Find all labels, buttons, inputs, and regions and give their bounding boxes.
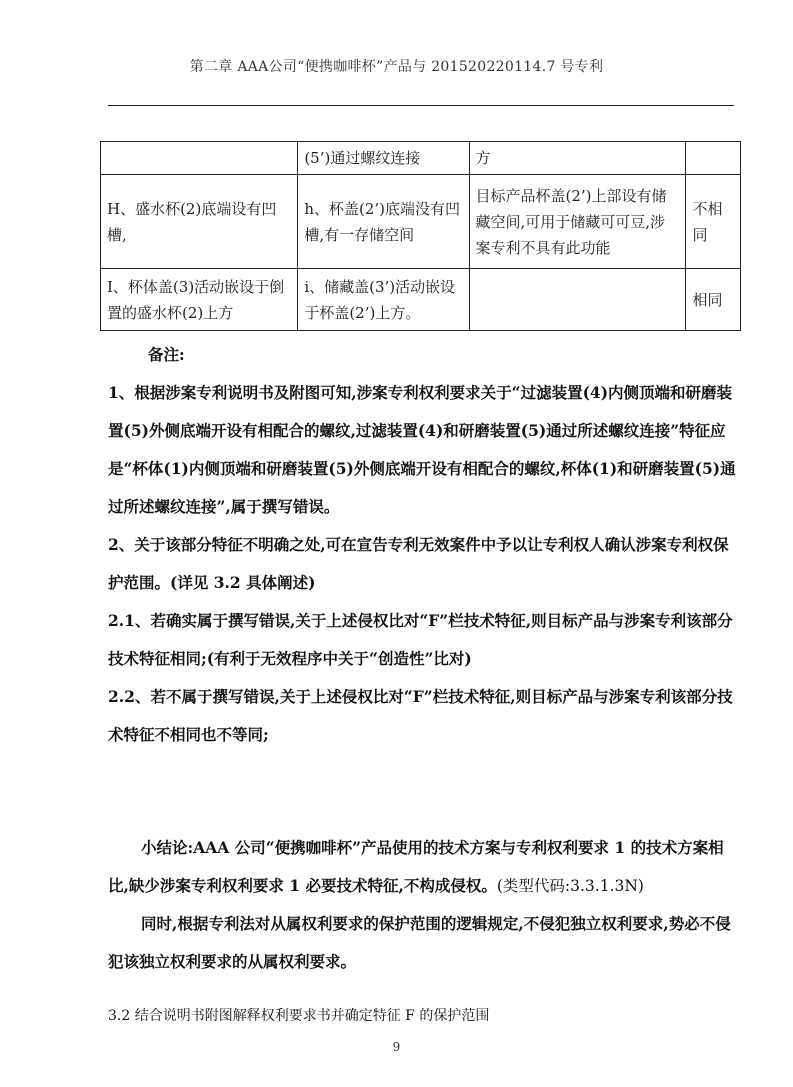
table-cell [101, 142, 298, 175]
table-row [101, 175, 741, 269]
note-paragraph: 2.1、若确实属于撰写错误,关于上述侵权比对“F”栏技术特征,则目标产品与涉案专利该部分技术特征相同;(有利于无效程序中关于“创造性”比对) [108, 611, 733, 668]
header-divider [108, 105, 734, 106]
table-row [101, 269, 741, 331]
conclusion-text: 小结论:AAA 公司“便携咖啡杯”产品使用的技术方案与专利权利要求 1 的技术方案相比,缺少涉案专利权利要求 1 必要技术特征,不构成侵权。 [108, 838, 724, 895]
conclusion-paragraph: 同时,根据专利法对从属权利要求的保护范围的逻辑规定,不侵犯独立权利要求,势必不侵犯该独立权利要求的从属权利要求。 [108, 914, 731, 971]
table-cell: i、储藏盖(3’)活动嵌设于杯盖(2’)上方。 [298, 269, 469, 331]
note-paragraph: 2.2、若不属于撰写错误,关于上述侵权比对“F”栏技术特征,则目标产品与涉案专利该部分技术特征不相同也不等同; [108, 687, 733, 744]
table-row [101, 142, 741, 175]
note-paragraph: 2、关于该部分特征不明确之处,可在宣告专利无效案件中予以让专利权人确认涉案专利权保护范围。(详见 3.2 具体阐述) [108, 535, 729, 592]
conclusion-section [108, 829, 736, 981]
conclusion-paragraph [108, 829, 736, 905]
notes-section [108, 336, 736, 754]
notes-heading: 备注: [148, 345, 185, 364]
table-cell [686, 142, 741, 175]
table-cell: 目标产品杯盖(2’)上部设有储藏空间,可用于储藏可可豆,涉案专利不具有此功能 [469, 175, 686, 269]
table-cell: 相同 [686, 269, 741, 331]
section-heading: 3.2 结合说明书附图解释权利要求书并确定特征 F 的保护范围 [108, 1008, 490, 1024]
table-cell: I、杯体盖(3)活动嵌设于倒置的盛水杯(2)上方 [101, 269, 298, 331]
type-code: (类型代码:3.3.1.3N) [496, 877, 644, 895]
page-number: 9 [392, 1040, 401, 1054]
table-cell: 方 [469, 142, 686, 175]
comparison-table [100, 141, 741, 331]
table-cell: H、盛水杯(2)底端设有凹槽, [101, 175, 298, 269]
table-cell [469, 269, 686, 331]
table-cell: 不相同 [686, 175, 741, 269]
page-header: 第二章 AAA公司“便携咖啡杯”产品与 201520220114.7 号专利 [189, 59, 604, 75]
note-paragraph: 1、根据涉案专利说明书及附图可知,涉案专利权利要求关于“过滤装置(4)内侧顶端和研磨装置(5)外侧底端开设有相配合的螺纹,过滤装置(4)和研磨装置(5)通过所述螺纹连接”特征应是“杯体(1)内侧顶端和研磨装置(5)外侧底端开设有相配合的螺纹,杯体(1)和研磨装置(5)通过所述螺纹连接”,属于撰写错误。 [108, 383, 736, 516]
table-cell: h、杯盖(2’)底端没有凹槽,有一存储空间 [298, 175, 469, 269]
table-cell: (5’)通过螺纹连接 [298, 142, 469, 175]
